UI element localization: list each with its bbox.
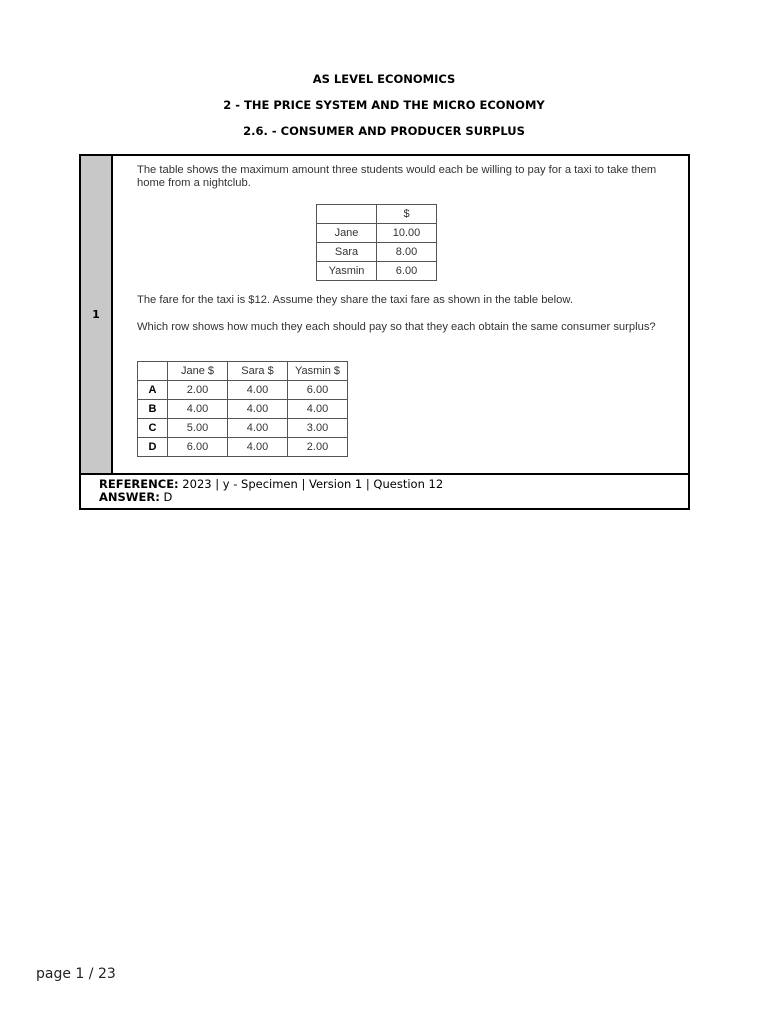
table-cell: Sara bbox=[317, 243, 377, 262]
table-cell: 2.00 bbox=[288, 438, 348, 457]
table-cell: 5.00 bbox=[168, 419, 228, 438]
table-cell: Jane bbox=[317, 224, 377, 243]
question-footer bbox=[99, 478, 443, 504]
option-label: C bbox=[138, 419, 168, 438]
table-cell: 3.00 bbox=[288, 419, 348, 438]
question-number: 1 bbox=[81, 156, 113, 473]
question-box bbox=[79, 154, 690, 510]
table-row bbox=[138, 400, 348, 419]
table-row bbox=[317, 224, 437, 243]
table-row bbox=[138, 438, 348, 457]
question-intro: The table shows the maximum amount three students would each be willing to pay for a taxi to take them home from a nightclub. bbox=[137, 164, 657, 189]
table-row bbox=[317, 243, 437, 262]
reference-value: 2023 | y - Specimen | Version 1 | Question 12 bbox=[178, 477, 444, 491]
table-header-row bbox=[138, 362, 348, 381]
divider bbox=[81, 473, 688, 475]
reference-label: REFERENCE: bbox=[99, 477, 179, 491]
answer-line bbox=[99, 491, 443, 504]
table-cell: 4.00 bbox=[288, 400, 348, 419]
question-prompt: Which row shows how much they each should pay so that they each obtain the same consumer surplus? bbox=[137, 321, 656, 333]
table-row bbox=[138, 419, 348, 438]
answer-value: D bbox=[159, 490, 173, 504]
table-cell: 8.00 bbox=[377, 243, 437, 262]
option-label: D bbox=[138, 438, 168, 457]
table-cell: 10.00 bbox=[377, 224, 437, 243]
table-row bbox=[317, 262, 437, 281]
options-table bbox=[137, 361, 348, 457]
doc-title: AS LEVEL ECONOMICS bbox=[312, 72, 456, 86]
answer-label: ANSWER: bbox=[99, 490, 160, 504]
table-row bbox=[138, 381, 348, 400]
table-cell: 6.00 bbox=[288, 381, 348, 400]
willingness-table bbox=[316, 204, 437, 281]
table-cell: 4.00 bbox=[228, 381, 288, 400]
table-cell bbox=[317, 205, 377, 224]
doc-subsection-title: 2.6. - CONSUMER AND PRODUCER SURPLUS bbox=[243, 124, 525, 138]
table-cell: 4.00 bbox=[228, 400, 288, 419]
table-cell: 2.00 bbox=[168, 381, 228, 400]
table-header-cell: $ bbox=[377, 205, 437, 224]
table-cell: 4.00 bbox=[168, 400, 228, 419]
option-label: B bbox=[138, 400, 168, 419]
page-indicator: page 1 / 23 bbox=[36, 966, 116, 982]
doc-section-title: 2 - THE PRICE SYSTEM AND THE MICRO ECONOMY bbox=[223, 98, 545, 112]
table-cell: Yasmin bbox=[317, 262, 377, 281]
table-cell: 6.00 bbox=[168, 438, 228, 457]
fare-text: The fare for the taxi is $12. Assume they share the taxi fare as shown in the table below. bbox=[137, 294, 573, 306]
table-header-cell: Sara $ bbox=[228, 362, 288, 381]
table-header-row bbox=[317, 205, 437, 224]
table-cell: 6.00 bbox=[377, 262, 437, 281]
table-cell: 4.00 bbox=[228, 438, 288, 457]
table-header-cell: Jane $ bbox=[168, 362, 228, 381]
table-cell bbox=[138, 362, 168, 381]
option-label: A bbox=[138, 381, 168, 400]
table-cell: 4.00 bbox=[228, 419, 288, 438]
table-header-cell: Yasmin $ bbox=[288, 362, 348, 381]
